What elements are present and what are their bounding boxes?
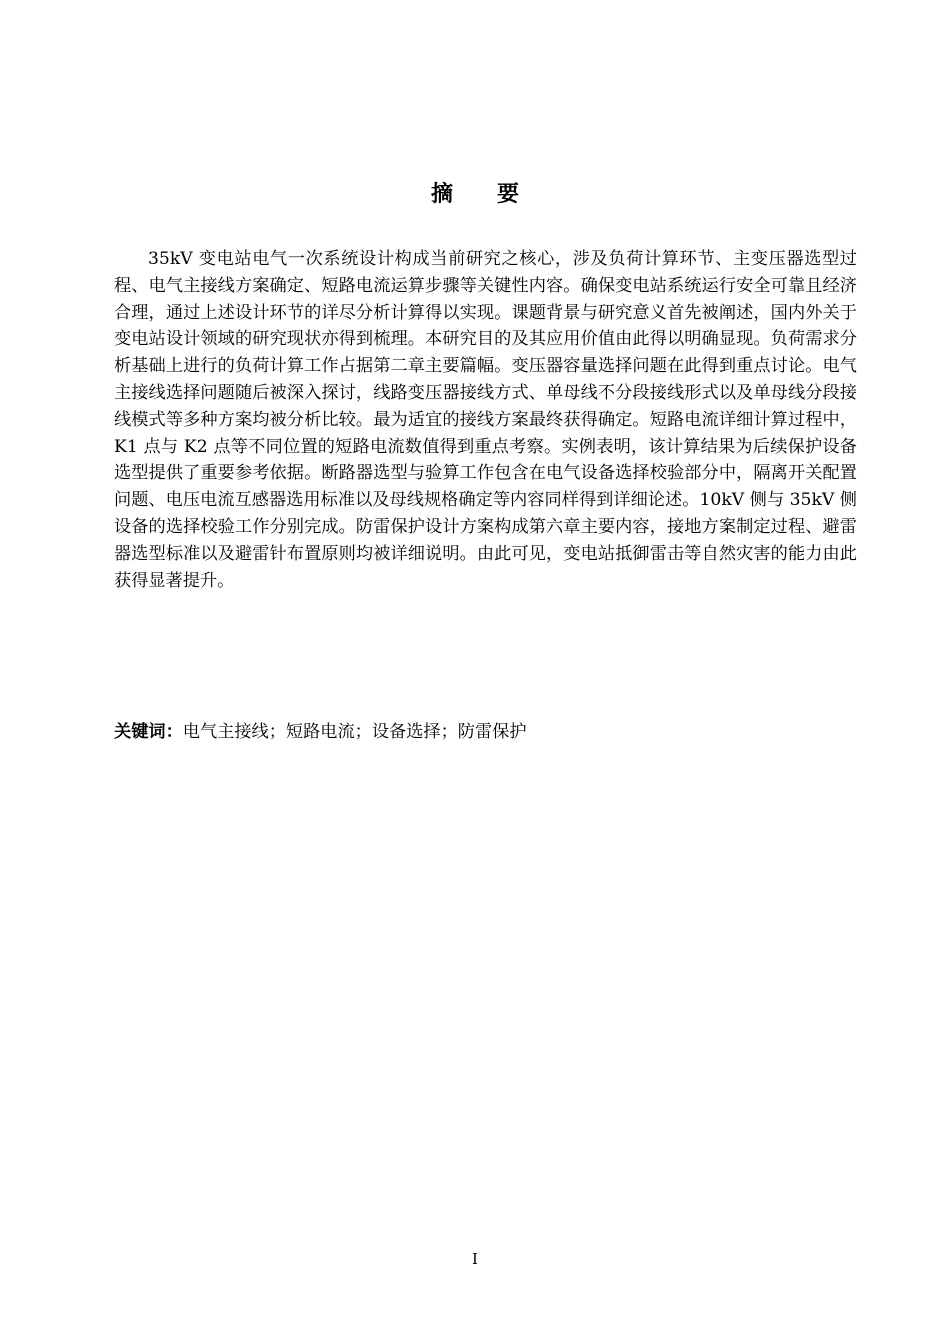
page-title: 摘要 — [430, 182, 563, 207]
keywords-list: 电气主接线；短路电流；设备选择；防雷保护 — [182, 722, 527, 742]
keywords-line — [114, 719, 857, 745]
keywords-label: 关键词： — [114, 722, 183, 742]
page-number: I — [472, 1250, 478, 1268]
abstract-paragraph: 35kV 变电站电气一次系统设计构成当前研究之核心，涉及负荷计算环节、主变压器选型过程、电气主接线方案确定、短路电流运算步骤等关键性内容。确保变电站系统运行安全可靠且经济合理，通过上述设计环节的详尽分析计算得以实现。课题背景与研究意义首先被阐述，国内外关于变电站设计领域的研究现状亦得到梳理。本研究目的及其应用价值由此得以明确显现。负荷需求分析基础上进行的负荷计算工作占据第二章主要篇幅。变压器容量选择问题在此得到重点讨论。电气主接线选择问题随后被深入探讨，线路变压器接线方式、单母线不分段接线形式以及单母线分段接线模式等多种方案均被分析比较。最为适宜的接线方案最终获得确定。短路电流详细计算过程中，K1 点与 K2 点等不同位置的短路电流数值得到重点考察。实例表明，该计算结果为后续保护设备选型提供了重要参考依据。断路器选型与验算工作包含在电气设备选择校验部分中，隔离开关配置问题、电压电流互感器选用标准以及母线规格确定等内容同样得到详细论述。10kV 侧与 35kV 侧设备的选择校验工作分别完成。防雷保护设计方案构成第六章主要内容，接地方案制定过程、避雷器选型标准以及避雷针布置原则均被详细说明。由此可见，变电站抵御雷击等自然灾害的能力由此获得显著提升。 — [114, 249, 857, 591]
